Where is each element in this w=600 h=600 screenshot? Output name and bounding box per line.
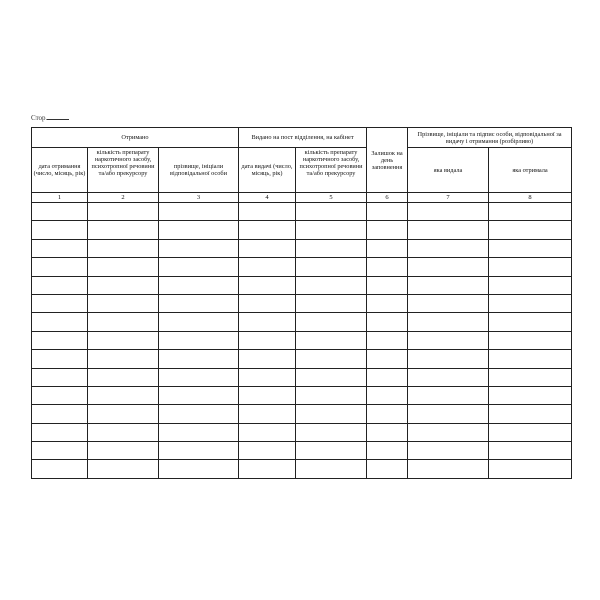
table-cell bbox=[296, 405, 367, 423]
table-cell bbox=[408, 423, 489, 441]
table-cell bbox=[489, 313, 572, 331]
table-cell bbox=[239, 239, 296, 257]
table-cell bbox=[296, 258, 367, 276]
table-cell bbox=[489, 331, 572, 349]
table-cell bbox=[159, 221, 239, 239]
table-cell bbox=[489, 460, 572, 478]
column-number: 4 bbox=[239, 193, 296, 203]
table-row bbox=[32, 313, 572, 331]
table-cell bbox=[32, 350, 88, 368]
table-cell bbox=[408, 313, 489, 331]
table-cell bbox=[159, 294, 239, 312]
table-cell bbox=[408, 221, 489, 239]
table-cell bbox=[88, 442, 159, 460]
table-cell bbox=[239, 331, 296, 349]
header-issued-by: яка видала bbox=[408, 148, 489, 193]
table-cell bbox=[296, 460, 367, 478]
column-number: 2 bbox=[88, 193, 159, 203]
table-cell bbox=[408, 203, 489, 221]
table-cell bbox=[367, 368, 408, 386]
table-cell bbox=[367, 442, 408, 460]
column-number: 8 bbox=[489, 193, 572, 203]
column-number: 3 bbox=[159, 193, 239, 203]
table-cell bbox=[296, 203, 367, 221]
table-cell bbox=[408, 239, 489, 257]
table-cell bbox=[489, 368, 572, 386]
header-signatures: Прізвище, ініціали та підпис особи, відповідальної за видачу і отримання (розбірливо) bbox=[408, 128, 572, 148]
table-cell bbox=[32, 203, 88, 221]
table-cell bbox=[367, 405, 408, 423]
header-responsible-person: прізвище, ініціали відповідальної особи bbox=[159, 148, 239, 193]
table-cell bbox=[239, 368, 296, 386]
table-cell bbox=[239, 405, 296, 423]
table-cell bbox=[159, 276, 239, 294]
table-row bbox=[32, 350, 572, 368]
table-cell bbox=[88, 386, 159, 404]
table-cell bbox=[239, 386, 296, 404]
table-cell bbox=[88, 423, 159, 441]
table-cell bbox=[88, 368, 159, 386]
table-cell bbox=[408, 442, 489, 460]
table-cell bbox=[489, 276, 572, 294]
column-number-row bbox=[32, 193, 572, 203]
table-cell bbox=[296, 221, 367, 239]
table-cell bbox=[159, 331, 239, 349]
table-cell bbox=[296, 294, 367, 312]
table-cell bbox=[489, 386, 572, 404]
table-cell bbox=[489, 405, 572, 423]
table-cell bbox=[32, 221, 88, 239]
table-cell bbox=[239, 294, 296, 312]
table-cell bbox=[159, 258, 239, 276]
table-cell bbox=[239, 423, 296, 441]
table-cell bbox=[367, 203, 408, 221]
table-cell bbox=[367, 313, 408, 331]
table-cell bbox=[239, 442, 296, 460]
header-received: Отримано bbox=[32, 128, 239, 148]
table-cell bbox=[32, 239, 88, 257]
table-cell bbox=[408, 386, 489, 404]
table-cell bbox=[296, 331, 367, 349]
table-cell bbox=[88, 350, 159, 368]
table-row bbox=[32, 423, 572, 441]
table-cell bbox=[88, 258, 159, 276]
table-cell bbox=[367, 331, 408, 349]
table-cell bbox=[367, 276, 408, 294]
table-cell bbox=[239, 203, 296, 221]
table-cell bbox=[408, 405, 489, 423]
table-cell bbox=[408, 331, 489, 349]
table-cell bbox=[239, 313, 296, 331]
table-cell bbox=[296, 386, 367, 404]
table-cell bbox=[159, 313, 239, 331]
table-cell bbox=[159, 442, 239, 460]
table-cell bbox=[489, 350, 572, 368]
header-received-by: яка отримала bbox=[489, 148, 572, 193]
table-cell bbox=[408, 368, 489, 386]
table-cell bbox=[159, 460, 239, 478]
table-cell bbox=[367, 294, 408, 312]
table-cell bbox=[32, 258, 88, 276]
table-cell bbox=[239, 460, 296, 478]
header-balance: Залишок на день заповнення bbox=[367, 128, 408, 193]
table-cell bbox=[32, 405, 88, 423]
table-cell bbox=[32, 460, 88, 478]
table-cell bbox=[489, 442, 572, 460]
table-cell bbox=[159, 239, 239, 257]
table-cell bbox=[367, 221, 408, 239]
table-row bbox=[32, 460, 572, 478]
table-cell bbox=[159, 350, 239, 368]
table-cell bbox=[159, 386, 239, 404]
table-cell bbox=[32, 423, 88, 441]
table-row bbox=[32, 239, 572, 257]
column-number: 6 bbox=[367, 193, 408, 203]
table-cell bbox=[296, 350, 367, 368]
header-issued: Видано на пост відділення, на кабінет bbox=[239, 128, 367, 148]
column-number: 7 bbox=[408, 193, 489, 203]
table-cell bbox=[88, 203, 159, 221]
table-row bbox=[32, 276, 572, 294]
table-cell bbox=[159, 203, 239, 221]
table-cell bbox=[367, 239, 408, 257]
table-cell bbox=[159, 368, 239, 386]
table-row bbox=[32, 294, 572, 312]
table-cell bbox=[489, 258, 572, 276]
table-row bbox=[32, 386, 572, 404]
table-cell bbox=[159, 405, 239, 423]
page-number-label: Стор. bbox=[31, 113, 69, 122]
table-cell bbox=[88, 405, 159, 423]
table-cell bbox=[367, 460, 408, 478]
table-cell bbox=[408, 258, 489, 276]
table-cell bbox=[88, 331, 159, 349]
journal-body bbox=[32, 203, 572, 479]
table-cell bbox=[32, 276, 88, 294]
table-cell bbox=[88, 221, 159, 239]
header-issued-quantity: кількість препарату наркотичного засобу, психотропної речовини та/або прекурсору bbox=[296, 148, 367, 193]
table-cell bbox=[88, 276, 159, 294]
table-cell bbox=[88, 460, 159, 478]
table-cell bbox=[367, 258, 408, 276]
table-cell bbox=[239, 350, 296, 368]
table-cell bbox=[408, 350, 489, 368]
table-cell bbox=[296, 313, 367, 331]
table-cell bbox=[489, 294, 572, 312]
table-cell bbox=[88, 239, 159, 257]
table-row bbox=[32, 203, 572, 221]
table-cell bbox=[489, 239, 572, 257]
table-cell bbox=[408, 276, 489, 294]
table-cell bbox=[367, 423, 408, 441]
table-cell bbox=[489, 203, 572, 221]
table-cell bbox=[367, 386, 408, 404]
table-cell bbox=[32, 294, 88, 312]
table-cell bbox=[239, 258, 296, 276]
header-receipt-date: дата отримання (число, місяць, рік) bbox=[32, 148, 88, 193]
column-number: 5 bbox=[296, 193, 367, 203]
table-row bbox=[32, 368, 572, 386]
table-cell bbox=[367, 350, 408, 368]
page-number-blank bbox=[47, 113, 69, 120]
table-cell bbox=[296, 423, 367, 441]
table-row bbox=[32, 331, 572, 349]
journal-table bbox=[31, 127, 572, 479]
table-cell bbox=[159, 423, 239, 441]
table-cell bbox=[239, 221, 296, 239]
table-cell bbox=[489, 423, 572, 441]
table-cell bbox=[408, 460, 489, 478]
table-cell bbox=[296, 239, 367, 257]
table-cell bbox=[32, 368, 88, 386]
table-cell bbox=[32, 442, 88, 460]
table-row bbox=[32, 442, 572, 460]
header-issue-date: дата видачі (число, місяць, рік) bbox=[239, 148, 296, 193]
table-cell bbox=[408, 294, 489, 312]
table-cell bbox=[489, 221, 572, 239]
table-cell bbox=[32, 313, 88, 331]
table-cell bbox=[296, 442, 367, 460]
table-cell bbox=[296, 368, 367, 386]
header-received-quantity: кількість препарату наркотичного засобу, психотропної речовини та/або прекурсору bbox=[88, 148, 159, 193]
table-row bbox=[32, 258, 572, 276]
table-cell bbox=[88, 294, 159, 312]
column-number: 1 bbox=[32, 193, 88, 203]
table-row bbox=[32, 221, 572, 239]
table-cell bbox=[32, 386, 88, 404]
table-row bbox=[32, 405, 572, 423]
table-cell bbox=[239, 276, 296, 294]
table-cell bbox=[88, 313, 159, 331]
table-cell bbox=[32, 331, 88, 349]
table-cell bbox=[296, 276, 367, 294]
